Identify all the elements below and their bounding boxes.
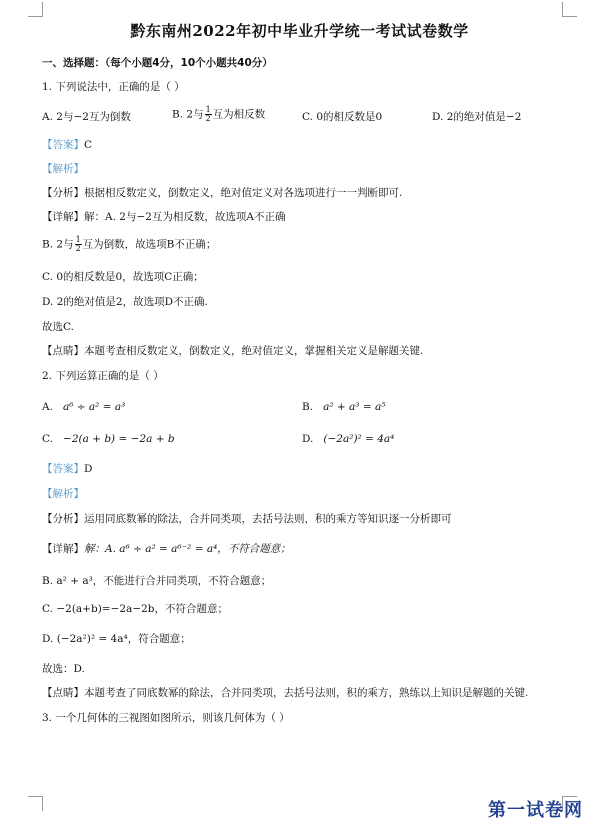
q2-line-d: D. (−2a²)² = 4a⁴，符合题意； (42, 633, 191, 645)
q1-dianjing: 【点睛】本题考查相反数定义，倒数定义，绝对值定义，掌握相关定义是解题关键. (42, 345, 424, 357)
q1-choose: 故选C. (42, 321, 74, 333)
q1-xiangjie: 【详解】解：A. 2与−2互为相反数，故选项A不正确 (42, 211, 286, 223)
q2-xiangjie: 【详解】解：A. a⁶ ÷ a² = a⁶⁻² = a⁴，不符合题意； (42, 543, 291, 555)
q3-stem: 3. 一个几何体的三视图如图所示，则该几何体为（ ） (42, 712, 290, 724)
q1-option-c: C. 0的相反数是0 (302, 111, 383, 123)
q1-option-b: B. 2与 $\frac{1}{2}$ 互为相反数 (172, 105, 266, 123)
q2-stem: 2. 下列运算正确的是（ ） (42, 370, 164, 382)
section-heading: 一、选择题：（每个小题4分，10个小题共40分） (42, 57, 273, 69)
q2-analysis-label: 【解析】 (42, 488, 84, 500)
q1-line-b: B. 2与 $\frac{1}{2}$ 互为倒数，故选项B不正确； (42, 235, 217, 253)
q1-option-d: D. 2的绝对值是−2 (432, 111, 522, 123)
q2-answer: 【答案】D (42, 463, 93, 475)
q2-line-c: C. −2(a+b)=−2a−2b，不符合题意； (42, 603, 229, 615)
site-logo (488, 796, 583, 822)
q2-option-d: D. (−2a²)² = 4a⁴ (302, 433, 395, 445)
q2-option-c: C. −2(a + b) = −2a + b (42, 433, 175, 445)
q2-option-a: A. a⁶ ÷ a² = a³ (42, 401, 126, 413)
site-logo-text: 第一试卷网 (488, 800, 583, 821)
q1-line-d: D. 2的绝对值是2，故选项D不正确. (42, 296, 208, 308)
q2-option-b: B. a² + a³ = a⁵ (302, 401, 386, 413)
exam-title: 黔东南州2022年初中毕业升学统一考试试卷数学 (130, 22, 469, 40)
crop-mark-bottom-left (28, 796, 43, 811)
q2-dianjing: 【点睛】本题考查了同底数幂的除法，合并同类项，去括号法则，积的乘方，熟练以上知识是解题的关键. (42, 687, 529, 699)
q2-line-b: B. a² + a³，不能进行合并同类项，不符合题意； (42, 575, 272, 587)
q1-answer: 【答案】C (42, 139, 93, 151)
q1-fenxi: 【分析】根据相反数定义，倒数定义，绝对值定义对各选项进行一一判断即可. (42, 187, 403, 199)
q1-analysis-label: 【解析】 (42, 163, 84, 175)
q1-option-a: A. 2与−2互为倒数 (42, 111, 131, 123)
q1-stem: 1. 下列说法中，正确的是（ ） (42, 81, 185, 93)
q2-fenxi: 【分析】运用同底数幂的除法，合并同类项，去括号法则，积的乘方等知识逐一分析即可 (42, 513, 452, 525)
crop-mark-top-left (28, 2, 43, 17)
crop-mark-top-right (562, 2, 577, 17)
q1-line-c: C. 0的相反数是0，故选项C正确； (42, 271, 204, 283)
q2-choose: 故选：D. (42, 663, 85, 675)
